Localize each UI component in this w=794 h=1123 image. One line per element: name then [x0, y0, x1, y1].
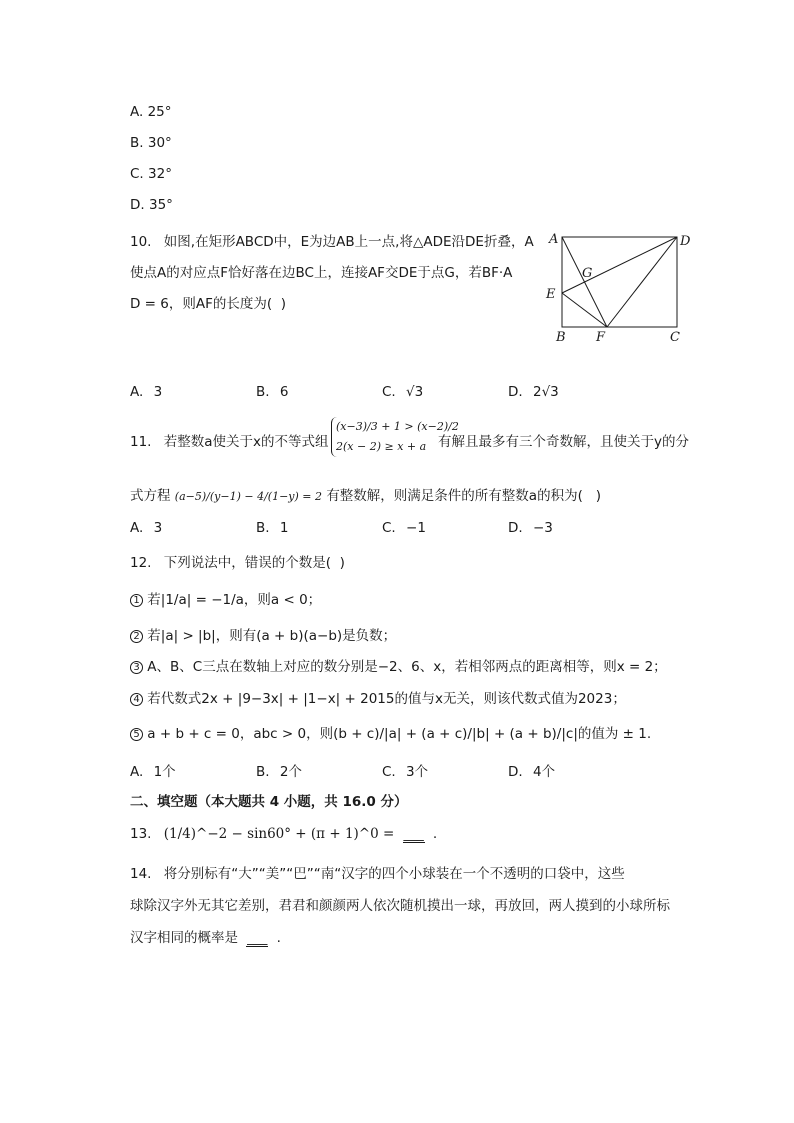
q12-item-3 — [130, 655, 667, 675]
q13-number: 13. — [130, 826, 152, 842]
q12-item-5 — [130, 722, 651, 742]
q14-number: 14. — [130, 866, 152, 882]
q12-item-5-text: a + b + c = 0，abc > 0，则(b + c)/|a| + (a + c)/|b| + (a + b)/|c|的值为 ± 1. — [147, 726, 652, 742]
q11-inequality-1: (x−3)/3 + 1 > (x−2)/2 — [336, 420, 459, 433]
q14-line-3 — [130, 926, 281, 947]
q12-item-2-text: 若|a| > |b|，则有(a + b)(a−b)是负数； — [147, 628, 397, 644]
q10-figure — [540, 228, 700, 346]
q12-item-4-text: 若代数式2x + |9−3x| + |1−x| + 2015的值与x无关，则该代数式值为2023； — [147, 691, 626, 707]
segment-af — [562, 237, 607, 327]
label-d: D — [680, 234, 691, 249]
q12-option-b: B. 2个 — [256, 764, 302, 780]
q12-stem-line — [130, 551, 345, 571]
q14-answer-blank[interactable]: ___ — [247, 930, 268, 946]
q13-end: . — [432, 826, 438, 842]
q11-option-d: D. −3 — [508, 520, 553, 536]
q11-option-b: B. 1 — [256, 520, 289, 536]
q12-option-c: C. 3个 — [382, 764, 429, 780]
label-e: E — [546, 287, 556, 302]
q10-text-line-1: 如图,在矩形ABCD中，E为边AB上一点,将△ADE沿DE折叠，A — [163, 234, 534, 250]
label-a: A — [549, 232, 559, 247]
q10-line-1 — [130, 230, 534, 250]
q13-expression: (1/4)^−2 − sin60° + (π + 1)^0 = — [163, 826, 395, 842]
q12-option-d: D. 4个 — [508, 764, 556, 780]
q11-number: 11. — [130, 434, 152, 450]
q11-line-1 — [130, 430, 329, 450]
segment-ed — [562, 237, 677, 293]
q11-text-line2-pre: 式方程 — [130, 488, 171, 504]
q10-option-a: A. 3 — [130, 384, 163, 400]
q14-end: . — [276, 930, 281, 946]
q13-answer-blank[interactable]: ___ — [403, 826, 424, 842]
q11-text-post: 有解且最多有三个奇数解，且使关于y的分 — [438, 434, 689, 450]
q12-option-a: A. 1个 — [130, 764, 176, 780]
q12-number: 12. — [130, 555, 152, 571]
prev-option-a: A. 25° — [130, 104, 172, 120]
prev-option-c: C. 32° — [130, 166, 172, 182]
q12-item-3-text: A、B、C三点在数轴上对应的数分别是−2、6、x，若相邻两点的距离相等，则x = 2； — [147, 659, 667, 675]
label-f: F — [596, 330, 606, 345]
q10-text-line-3: D = 6，则AF的长度为( ) — [130, 296, 286, 312]
q12-item-1-marker: 1 — [130, 594, 143, 607]
segment-fd — [607, 237, 677, 327]
q14-text-line-1: 将分别标有“大”“美”“巴”“南“汉字的四个小球装在一个不透明的口袋中，这些 — [163, 866, 625, 882]
q12-stem: 下列说法中，错误的个数是( ) — [163, 555, 345, 571]
rectangle-abcd — [562, 237, 677, 327]
q12-item-4-marker: 4 — [130, 693, 143, 706]
prev-option-b: B. 30° — [130, 135, 172, 151]
q10-number: 10. — [130, 234, 152, 250]
label-c: C — [670, 330, 680, 345]
q11-inequality-2: 2(x − 2) ≥ x + a — [336, 440, 427, 453]
q11-line-2 — [130, 484, 601, 504]
prev-option-d: D. 35° — [130, 197, 173, 213]
q12-item-3-marker: 3 — [130, 661, 143, 674]
section-heading: 二、填空题（本大题共 4 小题，共 16.0 分） — [130, 794, 408, 810]
q13-line — [130, 826, 437, 843]
q11-option-a: A. 3 — [130, 520, 163, 536]
q10-option-b: B. 6 — [256, 384, 289, 400]
q14-text-line-2: 球除汉字外无其它差别，君君和颜颜两人依次随机摸出一球，再放回，两人摸到的小球所标 — [130, 898, 670, 914]
label-b: B — [556, 330, 566, 345]
label-g: G — [582, 266, 593, 281]
q10-option-d: D. 2√3 — [508, 384, 559, 400]
q14-text-line-3: 汉字相同的概率是 — [130, 930, 238, 946]
q11-text-pre: 若整数a使关于x的不等式组 — [163, 434, 329, 450]
q10-text-line-2: 使点A的对应点F恰好落在边BC上，连接AF交DE于点G，若BF·A — [130, 265, 513, 281]
q12-item-2 — [130, 624, 396, 644]
q10-option-c: C. √3 — [382, 384, 424, 400]
q12-item-1 — [130, 588, 321, 608]
segment-ef — [562, 293, 607, 327]
q12-item-5-marker: 5 — [130, 728, 143, 741]
q11-option-c: C. −1 — [382, 520, 426, 536]
q12-item-1-text: 若|1/a| = −1/a，则a < 0； — [147, 592, 322, 608]
q12-item-2-marker: 2 — [130, 630, 143, 643]
q14-line-1 — [130, 862, 625, 882]
q11-text-line2-post: 有整数解，则满足条件的所有整数a的积为( ) — [326, 488, 601, 504]
q11-equation: (a−5)/(y−1) − 4/(1−y) = 2 — [174, 490, 323, 503]
q12-item-4 — [130, 687, 626, 707]
